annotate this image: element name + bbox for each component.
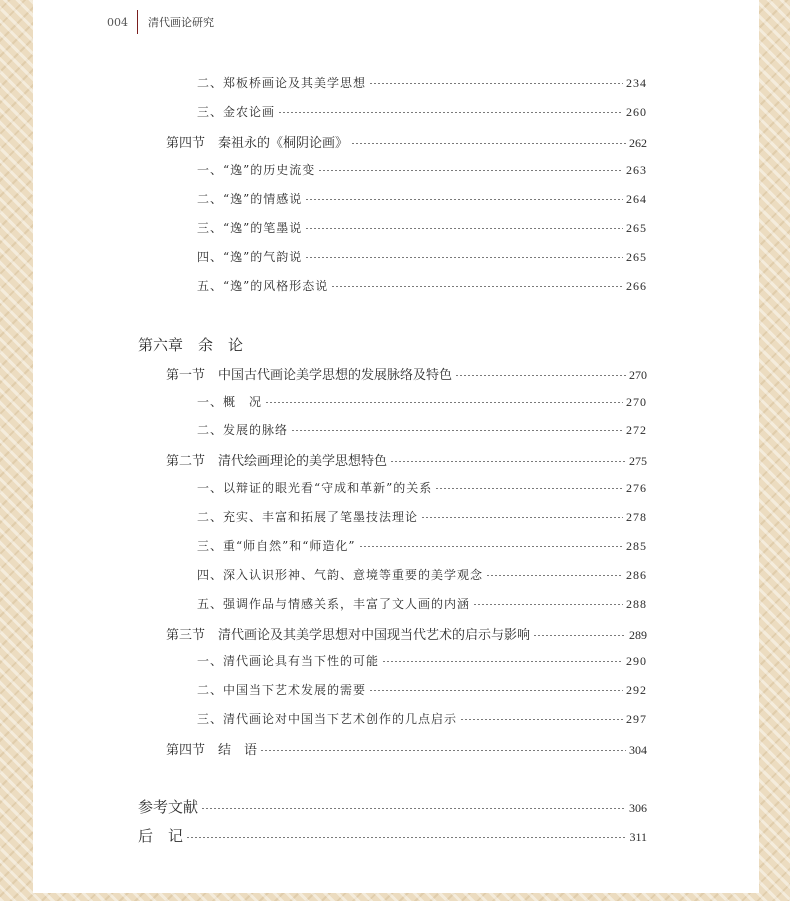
toc-entry-title: 第四节 结 语 (166, 743, 258, 758)
toc-entry[interactable] (197, 652, 647, 669)
toc-entry[interactable] (197, 219, 647, 236)
toc-entry[interactable] (197, 161, 647, 178)
toc-entry-title: 二、郑板桥画论及其美学思想 (197, 76, 367, 90)
toc-entry[interactable] (197, 74, 647, 91)
toc-entry-page: 285 (626, 539, 647, 553)
toc-entry-page: 297 (626, 712, 647, 726)
toc-entry-page: 265 (626, 221, 647, 235)
toc-entry-title: 第一节 中国古代画论美学思想的发展脉络及特色 (166, 368, 453, 383)
toc-entry-page: 278 (626, 510, 647, 524)
toc-entry-page: 289 (629, 628, 647, 642)
dot-leader (278, 112, 623, 113)
dot-leader (390, 461, 626, 462)
toc-section[interactable] (166, 624, 647, 643)
toc-entry-page: 270 (626, 395, 647, 409)
dot-leader (455, 375, 626, 376)
toc-entry-title: 第二节 清代绘画理论的美学思想特色 (166, 454, 388, 469)
toc-entry-page: 262 (629, 136, 647, 150)
toc-entry-page: 286 (626, 568, 647, 582)
toc-entry-title: 三、“逸”的笔墨说 (197, 221, 303, 235)
dot-leader (305, 199, 623, 200)
dot-leader (460, 719, 623, 720)
toc-entry-page: 292 (626, 683, 647, 697)
toc-entry-page: 264 (626, 192, 647, 206)
dot-leader (382, 661, 623, 662)
toc-entry[interactable] (197, 277, 647, 294)
toc-entry[interactable] (197, 595, 647, 612)
dot-leader (305, 228, 623, 229)
toc-entry-title: 五、强调作品与情感关系，丰富了文人画的内涵 (197, 597, 471, 611)
dot-leader (186, 837, 626, 838)
toc-entry-title: 三、金农论画 (197, 105, 276, 119)
toc-entry[interactable] (197, 393, 647, 410)
toc-entry-title: 第四节 秦祖永的《桐阴论画》 (166, 136, 349, 151)
dot-leader (421, 517, 623, 518)
dot-leader (351, 143, 626, 144)
toc-entry-title: 一、“逸”的历史流变 (197, 163, 316, 177)
toc-entry-title: 二、发展的脉络 (197, 423, 289, 437)
book-page (33, 0, 759, 893)
toc-entry-title: 三、清代画论对中国当下艺术创作的几点启示 (197, 712, 458, 726)
toc-section[interactable] (166, 450, 647, 469)
toc-entry[interactable] (197, 190, 647, 207)
toc-entry-title: 四、深入认识形神、气韵、意境等重要的美学观念 (197, 568, 484, 582)
toc-section[interactable] (166, 132, 647, 151)
toc-section[interactable] (166, 739, 647, 758)
toc-chapter-heading[interactable] (138, 334, 647, 355)
toc-entry[interactable] (197, 103, 647, 120)
dot-leader (369, 83, 623, 84)
header-book-title: 清代画论研究 (148, 16, 214, 29)
toc-entry-title: 参考文献 (138, 798, 199, 816)
dot-leader (318, 170, 623, 171)
dot-leader (369, 690, 623, 691)
toc-entry[interactable] (197, 710, 647, 727)
toc-entry-page: 260 (626, 105, 647, 119)
toc-entry-title: 一、概 况 (197, 395, 263, 409)
toc-entry-page: 275 (629, 454, 647, 468)
toc-entry-title: 第六章 余 论 (138, 336, 244, 354)
toc-entry-page: 290 (626, 654, 647, 668)
toc-entry-title: 二、充实、丰富和拓展了笔墨技法理论 (197, 510, 419, 524)
toc-chapter-heading[interactable] (138, 796, 647, 817)
toc-entry[interactable] (197, 508, 647, 525)
toc-entry-title: 一、清代画论具有当下性的可能 (197, 654, 380, 668)
dot-leader (331, 286, 623, 287)
toc-entry[interactable] (197, 479, 647, 496)
dot-leader (435, 488, 623, 489)
toc-entry-page: 272 (626, 423, 647, 437)
toc-entry-page: 263 (626, 163, 647, 177)
dot-leader (265, 402, 623, 403)
toc-entry-page: 288 (626, 597, 647, 611)
toc-entry-page: 270 (629, 368, 647, 382)
toc-entry[interactable] (197, 537, 647, 554)
toc-entry-page: 276 (626, 481, 647, 495)
toc-entry-page: 306 (629, 801, 647, 815)
dot-leader (486, 575, 623, 576)
toc-entry-title: 第三节 清代画论及其美学思想对中国现当代艺术的启示与影响 (166, 628, 531, 643)
dot-leader (291, 430, 623, 431)
toc-entry-page: 304 (629, 743, 647, 757)
toc-section[interactable] (166, 364, 647, 383)
toc-entry-title: 二、“逸”的情感说 (197, 192, 303, 206)
toc-entry[interactable] (197, 421, 647, 438)
dot-leader (359, 546, 623, 547)
toc-entry-title: 三、重“师自然”和“师造化” (197, 539, 356, 553)
dot-leader (533, 635, 626, 636)
toc-entry-title: 四、“逸”的气韵说 (197, 250, 303, 264)
dot-leader (201, 808, 626, 809)
toc-entry[interactable] (197, 248, 647, 265)
toc-entry-title: 一、以辩证的眼光看“守成和革新”的关系 (197, 481, 433, 495)
toc-entry-page: 311 (629, 830, 647, 844)
toc-entry-page: 265 (626, 250, 647, 264)
toc-entry-title: 二、中国当下艺术发展的需要 (197, 683, 367, 697)
dot-leader (260, 750, 626, 751)
toc-entry-title: 后 记 (138, 827, 184, 845)
dot-leader (473, 604, 623, 605)
header-page-number: 004 (107, 15, 128, 29)
header-divider (137, 10, 138, 34)
toc-entry[interactable] (197, 681, 647, 698)
dot-leader (305, 257, 623, 258)
toc-entry[interactable] (197, 566, 647, 583)
toc-entry-title: 五、“逸”的风格形态说 (197, 279, 329, 293)
running-header (107, 10, 214, 34)
toc-entry-page: 234 (626, 76, 647, 90)
toc-entry-page: 266 (626, 279, 647, 293)
toc-chapter-heading[interactable] (138, 825, 647, 846)
